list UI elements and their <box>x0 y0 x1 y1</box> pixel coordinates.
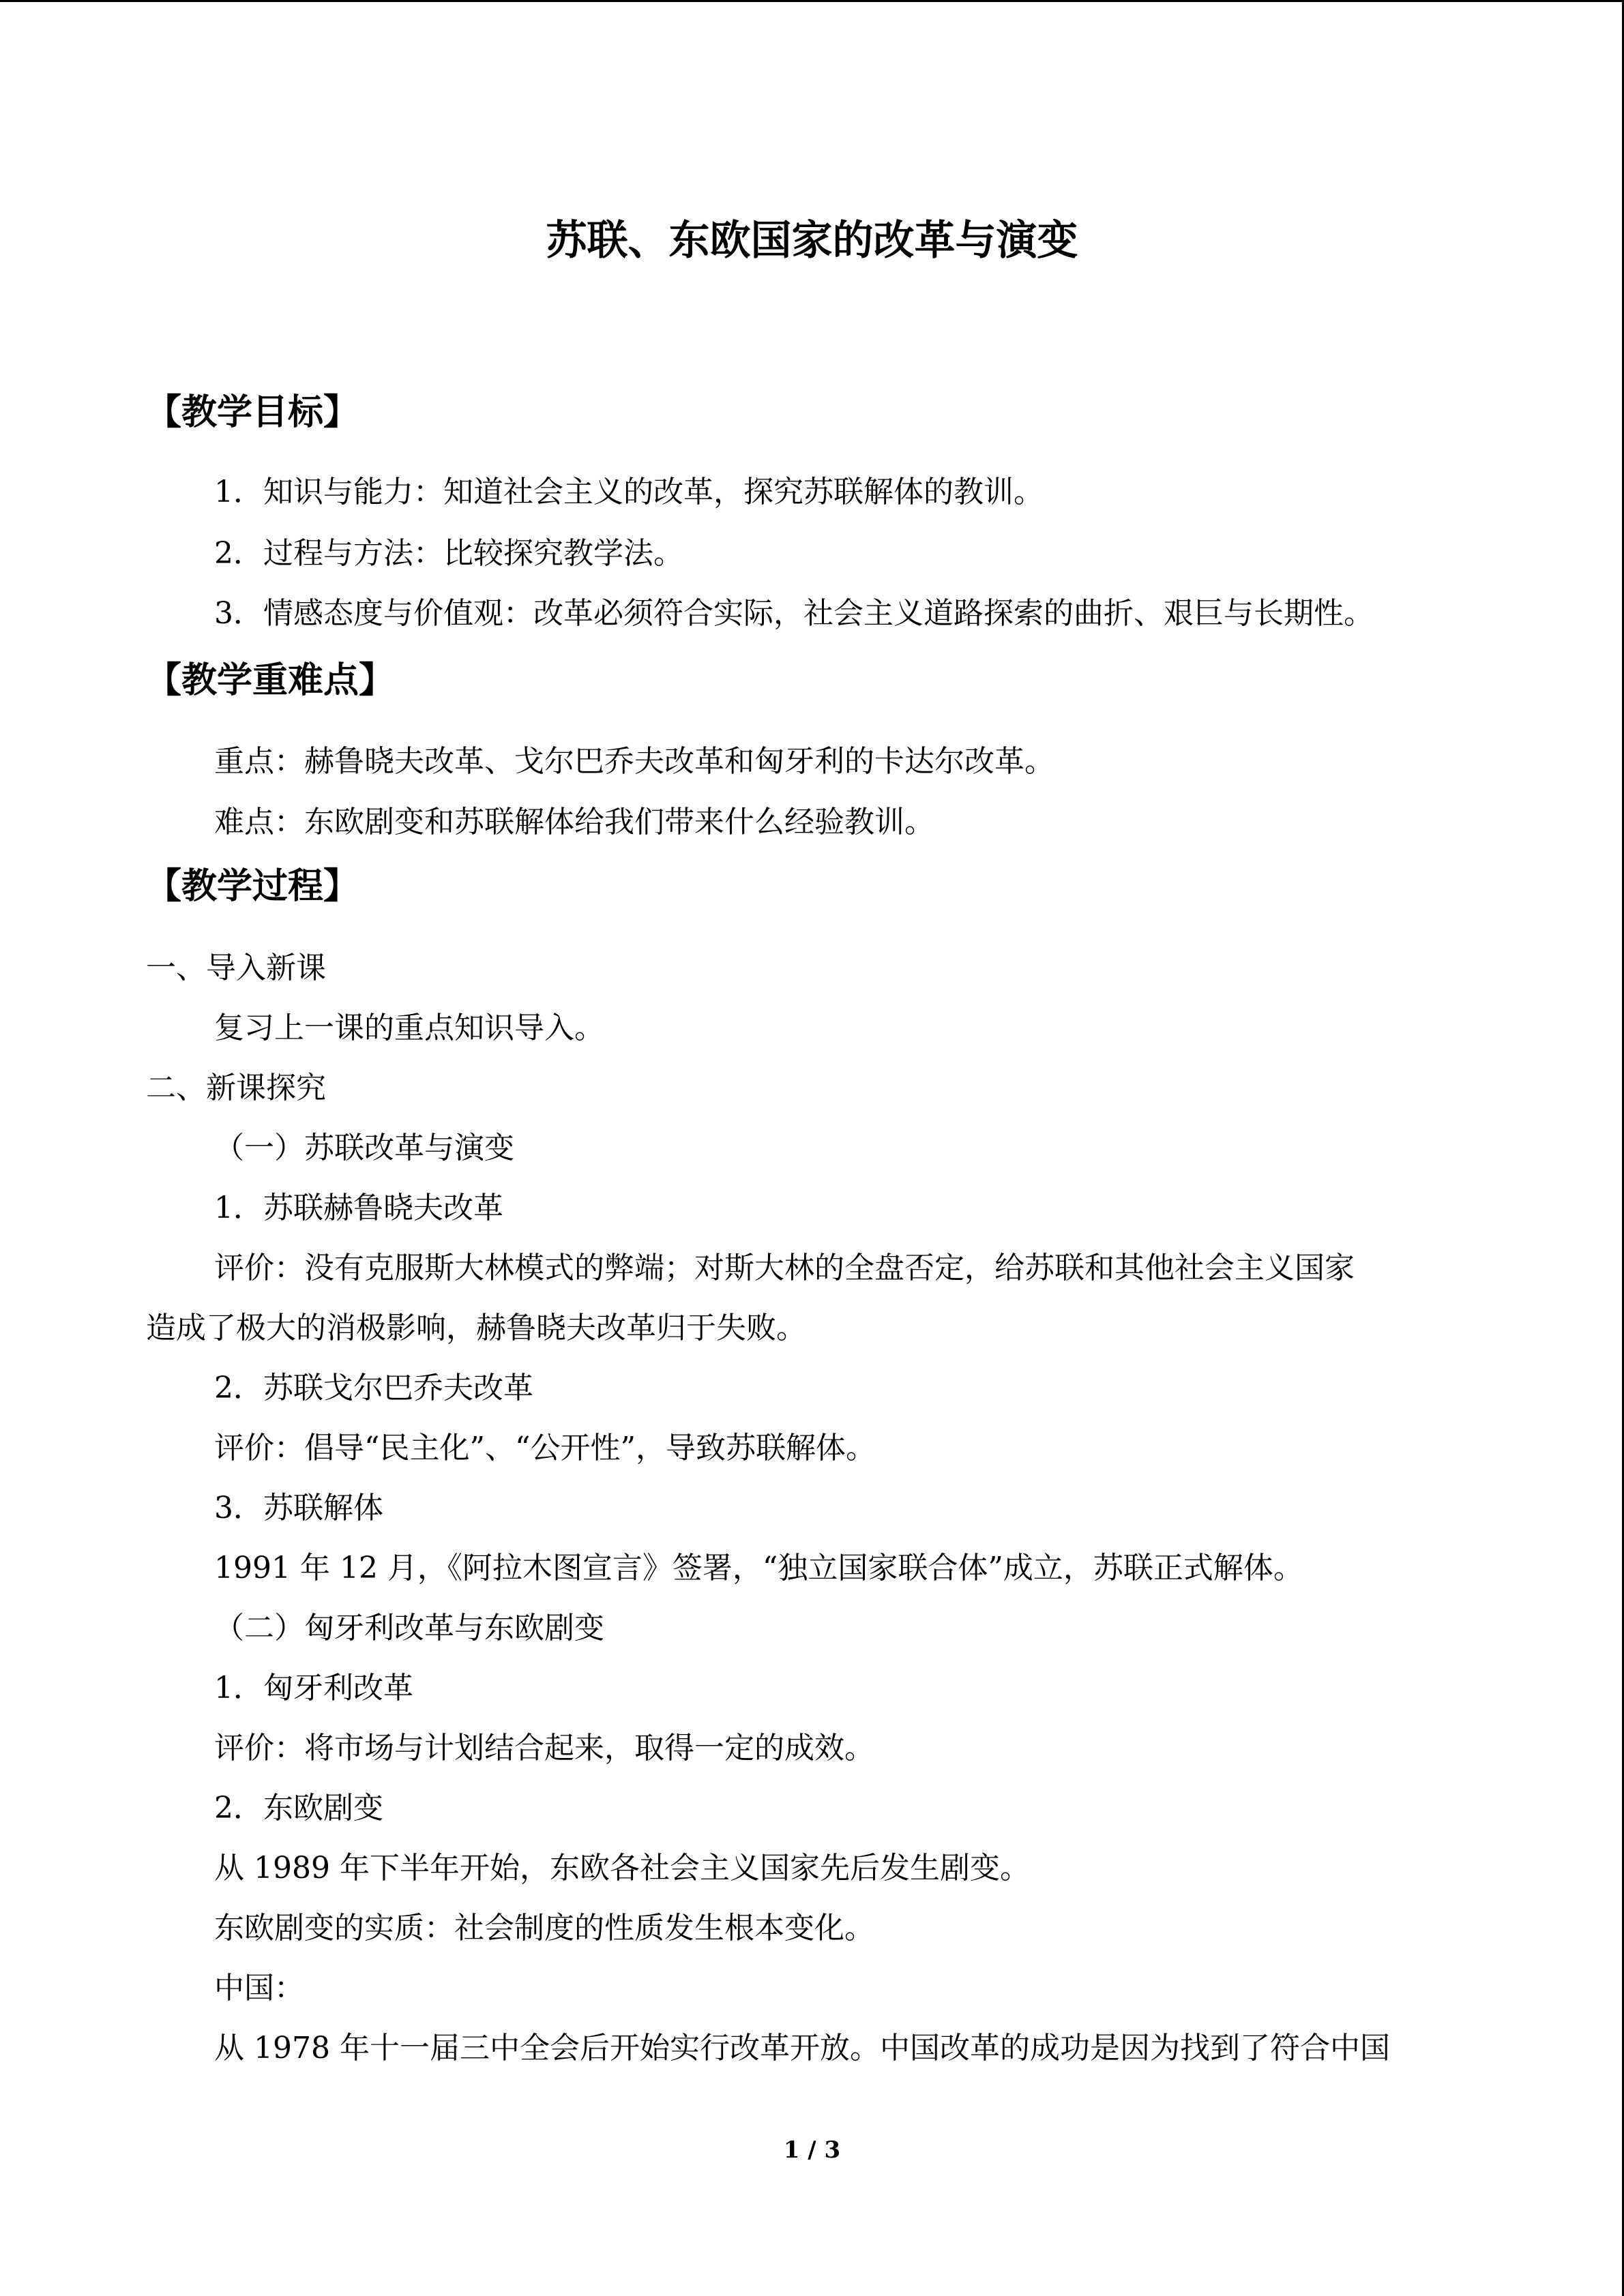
key-points-heading: 【教学重难点】 <box>146 659 395 701</box>
objectives-heading: 【教学目标】 <box>146 391 359 433</box>
subsection-1-item-1: 1．苏联赫鲁晓夫改革 <box>214 1191 503 1225</box>
china-label: 中国： <box>214 1971 304 2006</box>
page-number: 1 / 3 <box>783 2136 841 2164</box>
subsection-1-item-2-evaluation: 评价：倡导“民主化”、“公开性”，导致苏联解体。 <box>214 1431 876 1465</box>
process-part2-title: 二、新课探究 <box>146 1071 326 1105</box>
key-point-focus: 重点：赫鲁晓夫改革、戈尔巴乔夫改革和匈牙利的卡达尔改革。 <box>214 744 1054 779</box>
process-heading: 【教学过程】 <box>146 865 359 907</box>
subsection-1-item-1-evaluation-continued: 造成了极大的消极影响，赫鲁晓夫改革归于失败。 <box>146 1311 806 1345</box>
objective-item-2: 2．过程与方法：比较探究教学法。 <box>214 536 683 571</box>
process-part1-title: 一、导入新课 <box>146 951 326 985</box>
subsection-1-title: （一）苏联改革与演变 <box>214 1131 514 1165</box>
process-part1-text: 复习上一课的重点知识导入。 <box>214 1011 604 1045</box>
document-title: 苏联、东欧国家的改革与演变 <box>546 217 1078 265</box>
subsection-2-title: （二）匈牙利改革与东欧剧变 <box>214 1611 604 1645</box>
subsection-2-item-2: 2．东欧剧变 <box>214 1791 383 1825</box>
subsection-2-item-1: 1．匈牙利改革 <box>214 1671 413 1705</box>
subsection-1-item-3: 3．苏联解体 <box>214 1491 383 1525</box>
objective-item-3: 3．情感态度与价值观：改革必须符合实际，社会主义道路探索的曲折、艰巨与长期性。 <box>214 596 1374 631</box>
subsection-1-item-2: 2．苏联戈尔巴乔夫改革 <box>214 1371 533 1405</box>
subsection-1-item-1-evaluation: 评价：没有克服斯大林模式的弊端；对斯大林的全盘否定，给苏联和其他社会主义国家 <box>214 1251 1355 1285</box>
china-text: 从 1978 年十一届三中全会后开始实行改革开放。中国改革的成功是因为找到了符合中国 <box>214 2031 1390 2066</box>
subsection-1-item-3-text: 1991 年 12 月，《阿拉木图宣言》签署，“独立国家联合体”成立，苏联正式解体。 <box>214 1551 1303 1585</box>
subsection-2-item-2-essence: 东欧剧变的实质：社会制度的性质发生根本变化。 <box>214 1911 874 1945</box>
subsection-2-item-1-evaluation: 评价：将市场与计划结合起来，取得一定的成效。 <box>214 1731 874 1765</box>
subsection-2-item-2-text: 从 1989 年下半年开始，东欧各社会主义国家先后发生剧变。 <box>214 1851 1030 1885</box>
objective-item-1: 1．知识与能力：知道社会主义的改革，探究苏联解体的教训。 <box>214 475 1044 509</box>
key-point-difficulty: 难点：东欧剧变和苏联解体给我们带来什么经验教训。 <box>214 805 934 839</box>
